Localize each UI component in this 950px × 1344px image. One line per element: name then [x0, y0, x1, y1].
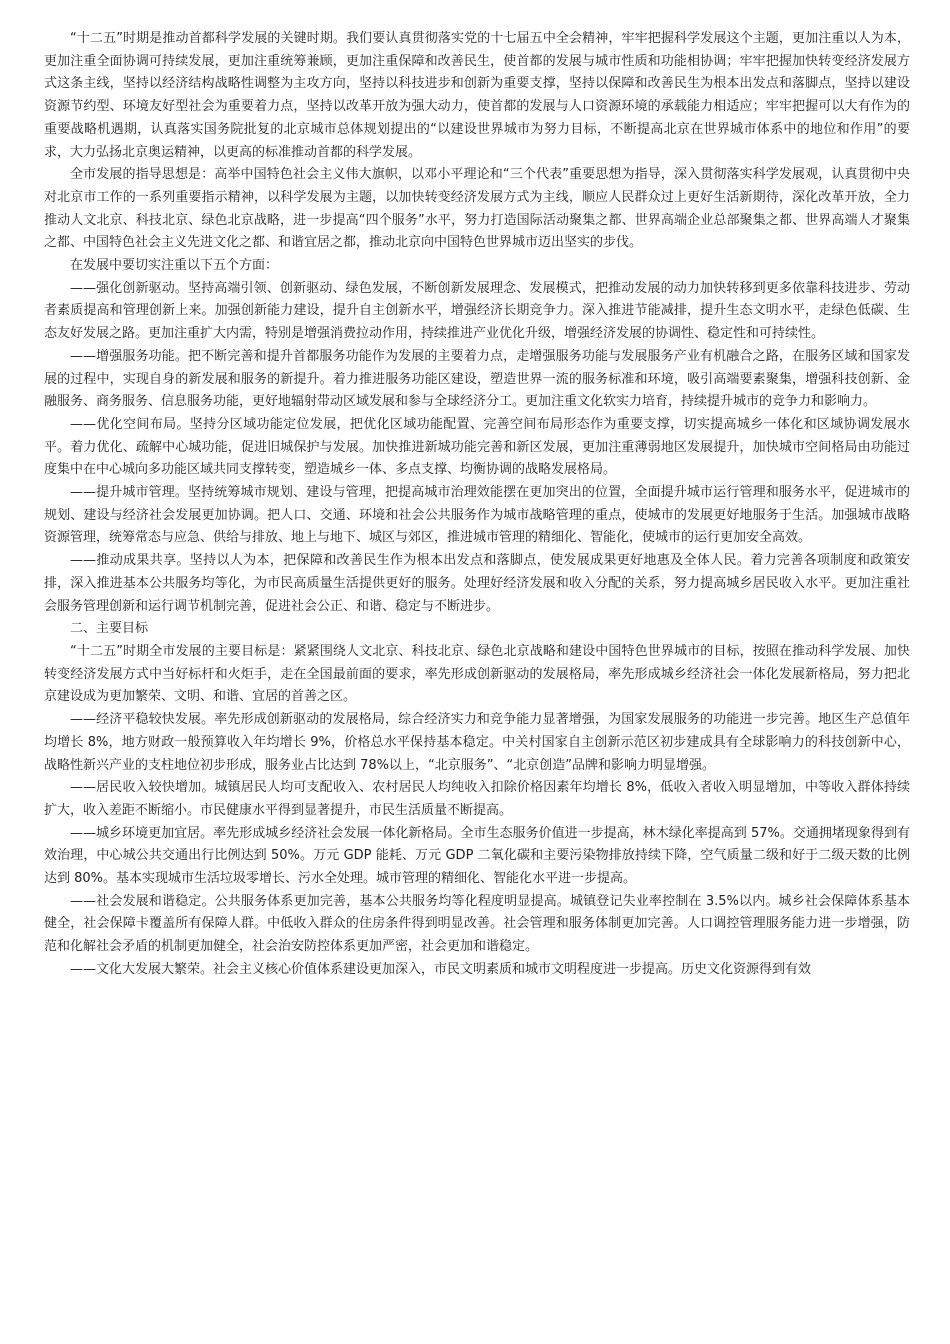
paragraph-cultural-prosperity: ——文化大发展大繁荣。社会主义核心价值体系建设更加深入，市民文明素质和城市文明程度进一步提高。历史文化资源得到有效 [70, 961, 812, 977]
document-page [44, 28, 910, 982]
paragraph-guiding-ideology: 全市发展的指导思想是：高举中国特色社会主义伟大旗帜，以邓小平理论和“三个代表”重要思想为指导，深入贯彻落实科学发展观，认真贯彻中央对北京市工作的一系列重要指示精神，以科学发展为主题，以加快转变经济发展方式为主线，顺应人民群众过上更好生活新期待，深化改革开放，全力推动人文北京、科技北京、绿色北京战略，进一步提高“四个服务”水平，努力打造国际活动聚集之都、世界高端企业总部聚集之都、世界高端人才聚集之都、中国特色社会主义先进文化之都、和谐宜居之都，推动北京向中国特色世界城市迈出坚实的步伐。 [44, 167, 910, 251]
paragraph-social-harmony: ——社会发展和谐稳定。公共服务体系更加完善，基本公共服务均等化程度明显提高。城镇登记失业率控制在 3.5%以内。城乡社会保障体系基本健全，社会保障卡覆盖所有保障人群。中低收入群众的住房条件得到明显改善。社会管理和服务体制更加完善。人口调控管理服务能力进一步增强，防范和化解社会矛盾的机制更加健全，社会治安防控体系更加严密，社会更加和谐稳定。 [44, 893, 910, 955]
paragraph-livable-environment: ——城乡环境更加宜居。率先形成城乡经济社会发展一体化新格局。全市生态服务价值进一步提高，林木绿化率提高到 57%。交通拥堵现象得到有效治理，中心城公共交通出行比例达到 50%。万元 GDP 能耗、万元 GDP 二氧化碳和主要污染物排放持续下降，空气质量二级和好于二级天数的比例达到 80%。基本实现城市生活垃圾零增长、污水全处理。城市管理的精细化、智能化水平进一步提高。 [44, 825, 910, 887]
paragraph-economic-growth: ——经济平稳较快发展。率先形成创新驱动的发展格局，综合经济实力和竞争能力显著增强，为国家发展服务的功能进一步完善。地区生产总值年均增长 8%，地方财政一般预算收入年均增长 9%，价格总水平保持基本稳定。中关村国家自主创新示范区初步建成具有全球影响力的科技创新中心，战略性新兴产业的支柱地位初步形成，服务业占比达到 78%以上，“北京服务”、“北京创造”品牌和影响力明显增强。 [44, 712, 910, 773]
paragraph-spatial-layout: ——优化空间布局。坚持分区域功能定位发展，把优化区域功能配置、完善空间布局形态作为重要支撑，切实提高城乡一体化和区域协调发展水平。着力优化、疏解中心城功能，促进旧城保护与发展。加快推进新城功能完善和新区发展，更加注重薄弱地区发展提升，加快城市空间格局由功能过度集中在中心城向多功能区域共同支撑转变，塑造城乡一体、多点支撑、均衡协调的战略发展格局。 [44, 416, 910, 478]
paragraph-shared-results: ——推动成果共享。坚持以人为本，把保障和改善民生作为根本出发点和落脚点，使发展成果更好地惠及全体人民。着力完善各项制度和政策安排，深入推进基本公共服务均等化，为市民高质量生活提供更好的服务。处理好经济发展和收入分配的关系，努力提高城乡居民收入水平。更加注重社会服务管理创新和运行调节机制完善，促进社会公正、和谐、稳定与不断进步。 [44, 553, 910, 614]
paragraph-service-function: ——增强服务功能。把不断完善和提升首都服务功能作为发展的主要着力点，走增强服务功能与发展服务产业有机融合之路，在服务区域和国家发展的过程中，实现自身的新发展和服务的新提升。着力推进服务功能区建设，塑造世界一流的服务标准和环境，吸引高端要素聚集，增强科技创新、金融服务、商务服务、信息服务功能，更好地辐射带动区域发展和参与全球经济分工。更加注重文化软实力培育，持续提升城市的竞争力和影响力。 [44, 348, 910, 410]
section-heading-main-goals: 二、主要目标 [70, 621, 149, 637]
paragraph-intro: “十二五”时期是推动首都科学发展的关键时期。我们要认真贯彻落实党的十七届五中全会精神，牢牢把握科学发展这个主题，更加注重以人为本，更加注重全面协调可持续发展，更加注重统筹兼顾，更加注重保障和改善民生，使首都的发展与城市性质和功能相协调；牢牢把握加快转变经济发展方式这条主线，坚持以经济结构战略性调整为主攻方向，坚持以科技进步和创新为重要支撑，坚持以保障和改善民生为根本出发点和落脚点，坚持以建设资源节约型、环境友好型社会为重要着力点，坚持以改革开放为强大动力，使首都的发展与人口资源环境的承载能力相适应；牢牢把握可以大有作为的重要战略机遇期，认真落实国务院批复的北京城市总体规划提出的“以建设世界城市为努力目标，不断提高北京在世界城市体系中的地位和作用”的要求，大力弘扬北京奥运精神，以更高的标准推动首都的科学发展。 [44, 31, 910, 160]
paragraph-income-growth: ——居民收入较快增加。城镇居民人均可支配收入、农村居民人均纯收入扣除价格因素年均增长 8%，低收入者收入明显增加，中等收入群体持续扩大，收入差距不断缩小。市民健康水平得到显著提升，市民生活质量不断提高。 [44, 780, 910, 818]
paragraph-five-aspects-lead: 在发展中要切实注重以下五个方面： [70, 258, 279, 274]
paragraph-city-management: ——提升城市管理。坚持统筹城市规划、建设与管理，把提高城市治理效能摆在更加突出的位置，全面提升城市运行管理和服务水平，促进城市的规划、建设与经济社会发展更加协调。把人口、交通、环境和社会公共服务作为城市战略管理的重点，使城市的发展更好地服务于生活。加强城市战略资源管理，统筹常态与应急、供给与排放、地上与地下、城区与郊区，推进城市管理的精细化、智能化，使城市的运行更加安全高效。 [44, 485, 910, 546]
paragraph-main-goals: “十二五”时期全市发展的主要目标是：紧紧围绕人文北京、科技北京、绿色北京战略和建设中国特色世界城市的目标，按照在推动科学发展、加快转变经济发展方式中当好标杆和火炬手，走在全国最前面的要求，率先形成创新驱动的发展格局，率先形成城乡经济社会一体化发展新格局，努力把北京建设成为更加繁荣、文明、和谐、宜居的首善之区。 [44, 643, 910, 705]
paragraph-innovation-drive: ——强化创新驱动。坚持高端引领、创新驱动、绿色发展，不断创新发展理念、发展模式，把推动发展的动力加快转移到更多依靠科技进步、劳动者素质提高和管理创新上来。加强创新能力建设，提升自主创新水平，增强经济长期竞争力。深入推进节能减排，提升生态文明水平，走绿色低碳、生态友好发展之路。更加注重扩大内需，特别是增强消费拉动作用，持续推进产业优化升级，增强经济发展的协调性、稳定性和可持续性。 [44, 280, 910, 342]
